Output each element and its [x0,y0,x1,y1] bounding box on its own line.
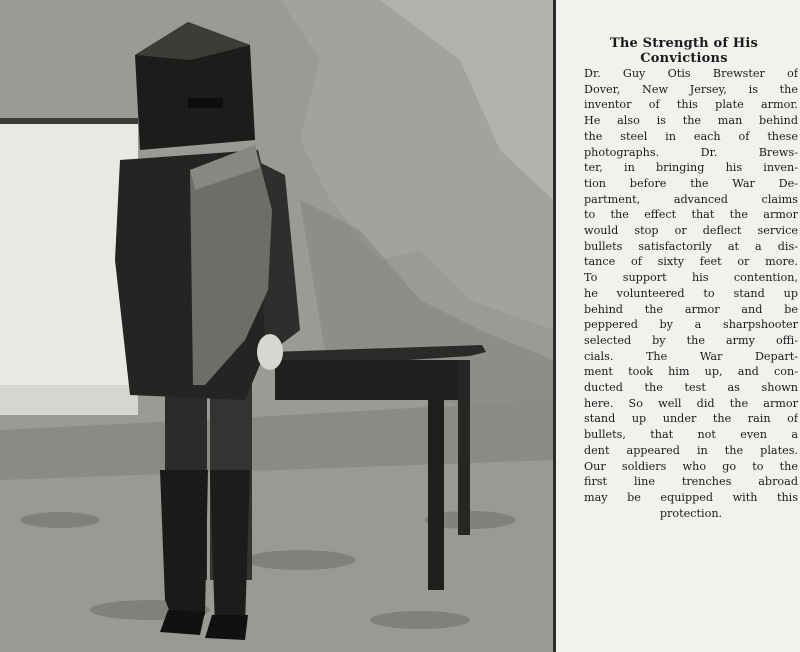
body-line: cials. The War Depart- [584,349,798,363]
body-line: tance of sixty feet or more. [584,255,798,269]
body-line: to the effect that the armor [584,208,798,222]
body-line: Dr. Guy Otis Brewster of [584,67,798,80]
body-line: stand up under the rain of [584,412,798,426]
body-line: ter, in bringing his inven- [584,161,798,175]
body-line: the steel in each of these [584,129,798,143]
body-line: bullets, that not even a [584,428,798,442]
body-line: behind the armor and be [584,302,798,316]
body-line: inventor of this plate armor. [584,98,798,112]
body-line: partment, advanced claims [584,192,798,206]
body-line: here. So well did the armor [584,396,798,410]
title-line: Convictions [640,51,728,66]
body-line: photographs. Dr. Brews- [584,145,798,159]
body-line: To support his contention, [584,271,798,285]
column-divider [553,0,556,652]
body-line: ment took him up, and con- [584,365,798,379]
body-line: may be equipped with this [584,490,798,504]
body-line: first line trenches abroad [584,475,798,489]
body-line: he volunteered to stand up [584,286,798,300]
article-column [560,36,798,636]
article-body [560,66,798,521]
body-line: selected by the army offi- [584,333,798,347]
body-line: would stop or deflect service [584,224,798,238]
body-line: ducted the test as shown [584,381,798,395]
body-line: protection. [659,506,723,520]
article-title [560,36,798,66]
body-line: bullets satisfactorily at a dis- [584,239,798,253]
body-line: peppered by a sharpshooter [584,318,798,332]
body-line: tion before the War De- [584,176,798,190]
body-line: dent appeared in the plates. [584,443,798,457]
title-line: The Strength of His [609,36,759,51]
body-line: Our soldiers who go to the [584,459,798,473]
body-line: Dover, New Jersey, is the [584,82,798,96]
body-line: He also is the man behind [584,114,798,128]
